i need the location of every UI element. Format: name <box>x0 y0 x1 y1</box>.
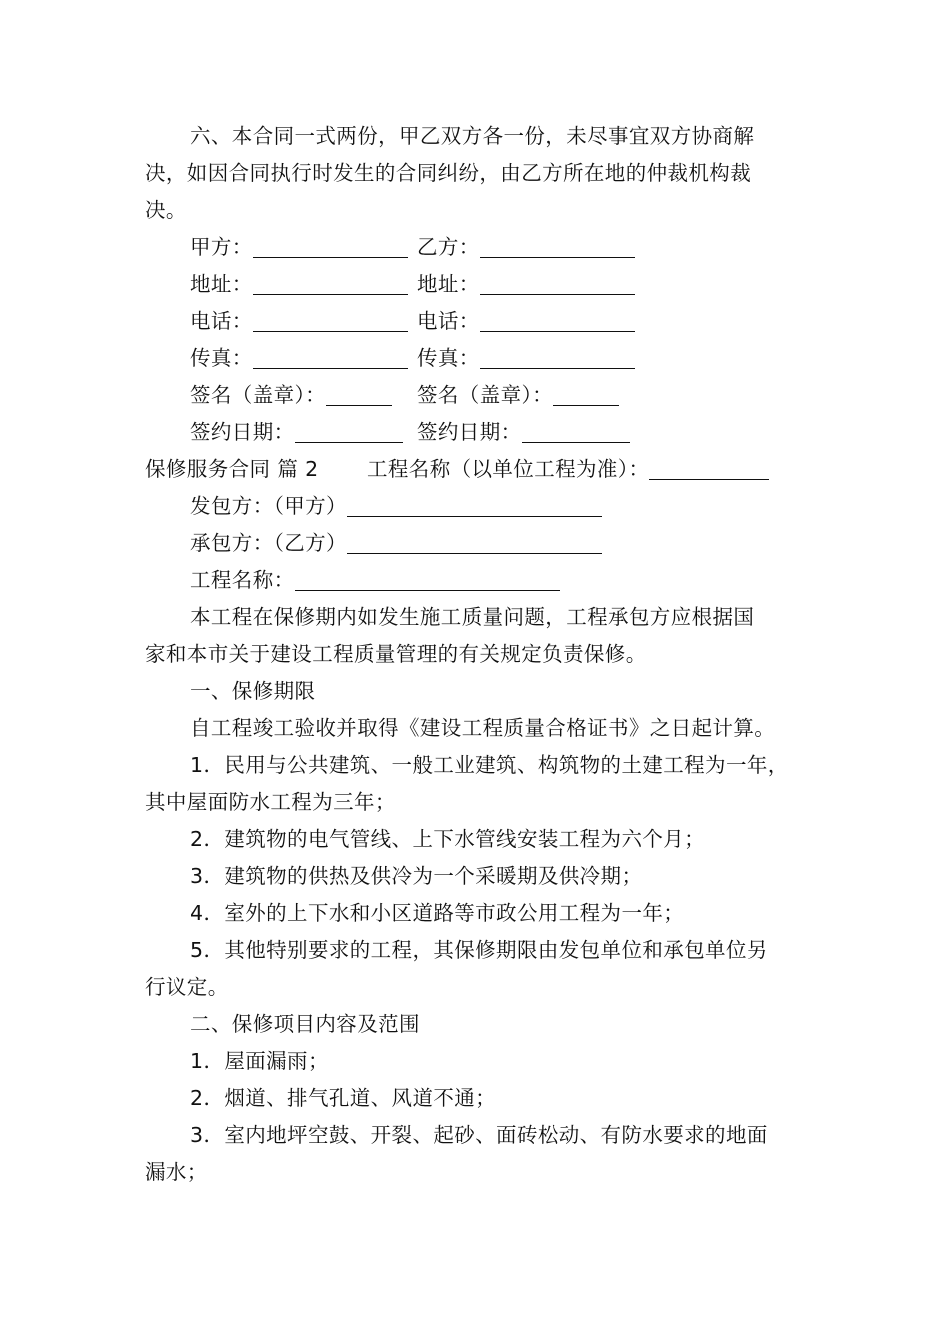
phone-label: 电话： <box>417 309 480 333</box>
blank-line <box>295 421 403 443</box>
paragraph-line: 决。 <box>145 198 187 222</box>
list-item: 4．室外的上下水和小区道路等市政公用工程为一年； <box>190 901 685 925</box>
seal-label: 签名（盖章）： <box>417 383 554 407</box>
section-heading-row <box>145 451 813 488</box>
blank-line <box>480 273 635 295</box>
signature-row-fax <box>145 340 813 377</box>
blank-line <box>295 569 560 591</box>
list-item: 1．民用与公共建筑、一般工业建筑、构筑物的土建工程为一年， <box>190 753 789 777</box>
paragraph-line: 六、本合同一式两份，甲乙双方各一份，未尽事宜双方协商解 <box>190 124 755 148</box>
blank-line <box>480 347 635 369</box>
subheading: 一、保修期限 <box>190 679 316 703</box>
list-item: 1．屋面漏雨； <box>190 1049 329 1073</box>
project-name-scope-label: 工程名称（以单位工程为准）： <box>367 457 650 481</box>
blank-line <box>253 273 408 295</box>
contractor-a-label: 发包方：（甲方） <box>190 494 347 518</box>
contractor-b-label: 承包方：（乙方） <box>190 531 347 555</box>
party-b-label: 乙方： <box>417 235 480 259</box>
blank-line <box>326 384 392 406</box>
paragraph-line: 家和本市关于建设工程质量管理的有关规定负责保修。 <box>145 642 647 666</box>
blank-line <box>480 310 635 332</box>
project-name-row <box>145 562 813 599</box>
signature-row-phone <box>145 303 813 340</box>
list-item-continuation: 行议定。 <box>145 975 229 999</box>
signature-row-seal <box>145 377 813 414</box>
blank-line <box>480 236 635 258</box>
blank-line <box>347 532 602 554</box>
blank-line <box>649 458 769 480</box>
section-heading: 保修服务合同 篇 2 <box>145 457 319 481</box>
signature-row-address <box>145 266 813 303</box>
list-item: 3．室内地坪空鼓、开裂、起砂、面砖松动、有防水要求的地面 <box>190 1123 768 1147</box>
fax-label: 传真： <box>190 346 253 370</box>
signature-row-date <box>145 414 813 451</box>
document-body <box>145 118 813 1191</box>
list-item: 5．其他特别要求的工程，其保修期限由发包单位和承包单位另 <box>190 938 768 962</box>
date-label: 签约日期： <box>417 420 522 444</box>
list-item-continuation: 其中屋面防水工程为三年； <box>145 790 396 814</box>
paragraph-line: 本工程在保修期内如发生施工质量问题，工程承包方应根据国 <box>190 605 755 629</box>
contractor-a-row <box>145 488 813 525</box>
list-item: 2．烟道、排气孔道、风道不通； <box>190 1086 497 1110</box>
contractor-b-row <box>145 525 813 562</box>
list-item: 2．建筑物的电气管线、上下水管线安装工程为六个月； <box>190 827 706 851</box>
blank-line <box>253 310 408 332</box>
list-item-continuation: 漏水； <box>145 1160 208 1184</box>
phone-label: 电话： <box>190 309 253 333</box>
paragraph-line: 决，如因合同执行时发生的合同纠纷，由乙方所在地的仲裁机构裁 <box>145 161 752 185</box>
seal-label: 签名（盖章）： <box>190 383 327 407</box>
paragraph-line: 自工程竣工验收并取得《建设工程质量合格证书》之日起计算。 <box>190 716 776 740</box>
fax-label: 传真： <box>417 346 480 370</box>
subheading: 二、保修项目内容及范围 <box>190 1012 420 1036</box>
address-label: 地址： <box>417 272 480 296</box>
blank-line <box>522 421 630 443</box>
signature-row-party <box>145 229 813 266</box>
list-item: 3．建筑物的供热及供冷为一个采暖期及供冷期； <box>190 864 643 888</box>
blank-line <box>253 347 408 369</box>
party-a-label: 甲方： <box>190 235 253 259</box>
blank-line <box>553 384 619 406</box>
blank-line <box>347 495 602 517</box>
blank-line <box>253 236 408 258</box>
address-label: 地址： <box>190 272 253 296</box>
date-label: 签约日期： <box>190 420 295 444</box>
project-name-label: 工程名称： <box>190 568 295 592</box>
